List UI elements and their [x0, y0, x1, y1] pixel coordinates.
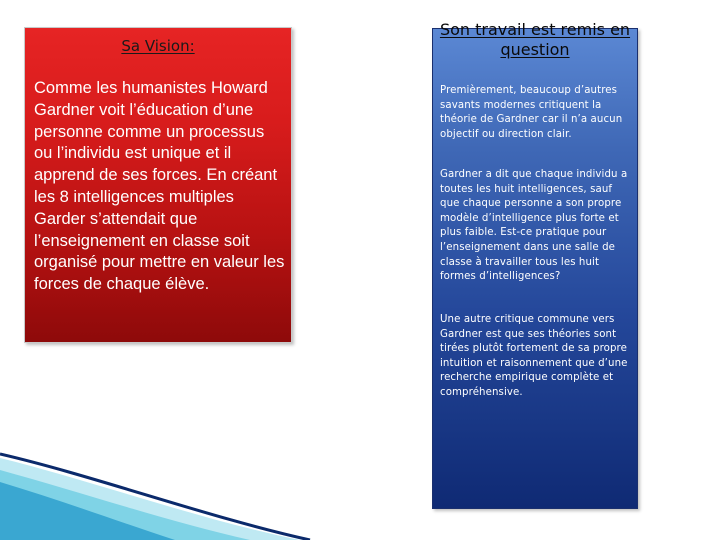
decorative-swoosh [0, 430, 400, 540]
critique-paragraph-1: Premièrement, beaucoup d’autres savants modernes critiquent la théorie de Gardner car il n’a aucun objectif ou direction clair. [440, 85, 623, 140]
critique-paragraph-2: Gardner a dit que chaque individu a toutes les huit intelligences, sauf que chaque personne a son propre modèle d’intelligence plus forte et plus faible. Est-ce pratique pour l’enseignement dans une salle de classe à travailler tous les huit formes d’intelligences? [440, 169, 628, 283]
vision-title: Sa Vision: [121, 37, 195, 55]
critique-title: Son travail est remis en question [439, 20, 631, 59]
vision-panel [24, 27, 292, 343]
critique-paragraph-3: Une autre critique commune vers Gardner est que ses théories sont tirées plutôt fortement de sa propre intuition et raisonnement que d’une recherche empirique complète et compréhensive. [440, 314, 628, 398]
vision-text: Comme les humanistes Howard Gardner voit l’éducation d’une personne comme un processus ou l’individu est unique et il apprend de ses forces. En créant les 8 intelligences multiples Garder s’attendait que l’enseignement en classe soit organisé pour mettre en valeur les forces de chaque élève. [34, 79, 285, 294]
